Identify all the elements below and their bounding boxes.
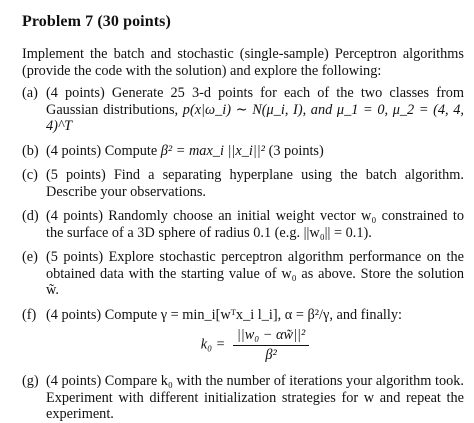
subproblem-text: (4 points) Randomly choose an initial weight vector w₀ constrained to the surface of a 3D sphere of radius 0.1 (e.g. ||w₀|| = 0.1). — [46, 208, 464, 241]
subproblem-label: (c) — [22, 167, 38, 183]
subproblem-text: (5 points) Find a separating hyperplane using the batch algorithm. Describe your observations. — [46, 167, 464, 200]
subproblem-label: (b) — [22, 142, 39, 159]
subproblem-text: (4 points) Compute — [46, 142, 158, 159]
subproblem-list — [22, 85, 464, 423]
equation-denominator: β² — [265, 346, 277, 363]
subproblem-math: p(x|ω_i) ∼ N(μ_i, I), and μ_1 = 0, μ_2 = (4, 4, 4)^T — [46, 101, 464, 134]
subproblem-b — [22, 143, 464, 160]
subproblem-c — [22, 167, 464, 200]
equation-lhs: k₀ = — [200, 336, 226, 353]
display-equation — [46, 327, 464, 363]
equation-fraction — [233, 327, 309, 363]
subproblem-label: (g) — [22, 373, 39, 389]
subproblem-label: (d) — [22, 208, 39, 224]
subproblem-points: (3 points) — [268, 142, 324, 159]
subproblem-text: (5 points) Explore stochastic perceptron algorithm performance on the obtained data with the starting value of w₀ as above. Store the solution w̃. — [46, 249, 464, 298]
subproblem-text: (4 points) Compare k₀ with the number of iterations your algorithm took. Experiment with different initialization strategies for w and repeat the experiment. — [46, 373, 464, 422]
problem-title: Problem 7 (30 points) — [22, 13, 171, 30]
subproblem-math: β² = max_i ||x_i||² — [160, 142, 265, 159]
subproblem-text: (4 points) Generate 25 3-d points for each of the two classes from Gaussian distributions, — [46, 85, 464, 118]
subproblem-d — [22, 208, 464, 241]
subproblem-text: (4 points) Compute γ = min_i[wᵀx_i l_i], α = β²/γ, and finally: — [46, 306, 402, 323]
equation-numerator: ||w₀ − αw̃||² — [233, 327, 309, 346]
subproblem-label: (e) — [22, 249, 38, 265]
subproblem-e — [22, 249, 464, 299]
subproblem-f — [22, 307, 464, 364]
subproblem-label: (f) — [22, 306, 37, 323]
subproblem-a — [22, 85, 464, 135]
problem-intro: Implement the batch and stochastic (single-sample) Perceptron algorithms (provide the code with the solution) and explore the following: — [22, 46, 464, 79]
subproblem-label: (a) — [22, 85, 38, 101]
subproblem-g — [22, 373, 464, 423]
